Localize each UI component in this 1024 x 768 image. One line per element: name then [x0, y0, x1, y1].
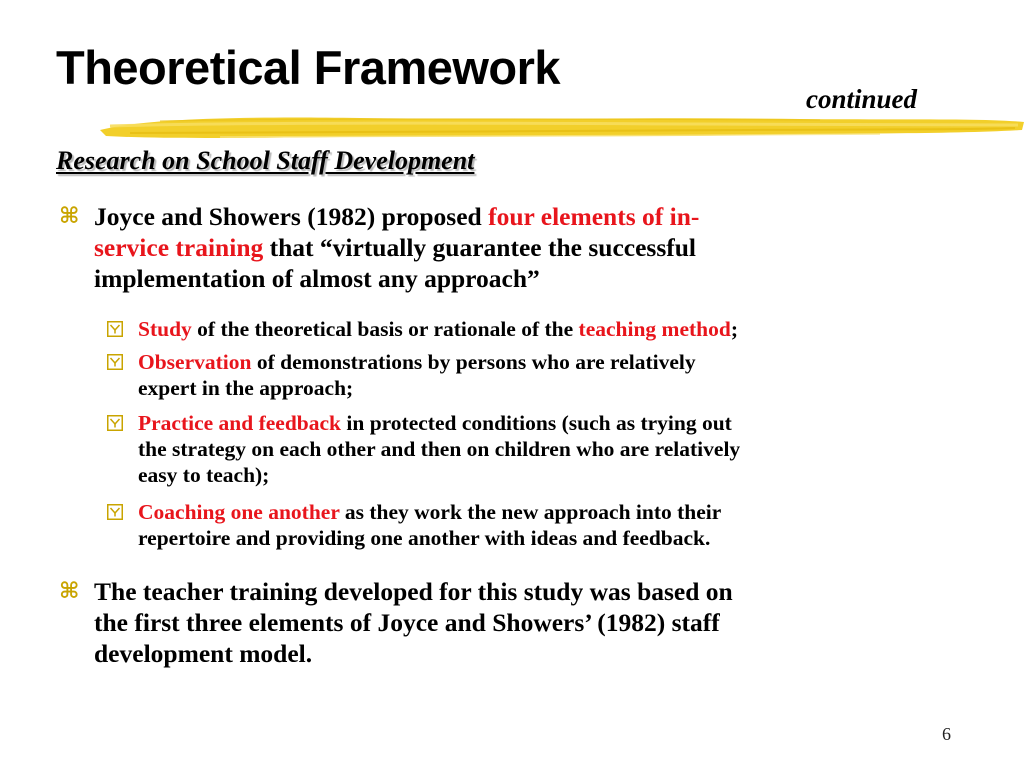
- bullet-line-2: the first three elements of Joyce and Showers’ (1982) staff: [94, 608, 720, 637]
- sub-bullet-text: in protected conditions (such as trying out: [341, 411, 732, 435]
- bullet-item-2: [59, 576, 994, 669]
- sub-bullet-line-1: [138, 316, 998, 342]
- sub-bullet-3: [138, 410, 998, 488]
- bullet-line-2: [94, 232, 994, 263]
- sub-bullet-line-2: expert in the approach;: [138, 376, 354, 400]
- sub-bullet-line-2: repertoire and providing one another with ideas and feedback.: [138, 526, 711, 550]
- bullet-line-3: development model.: [94, 639, 313, 668]
- sub-bullet-highlight: Practice and feedback: [138, 411, 342, 435]
- sub-bullet-text: of the theoretical basis or rationale of the: [191, 317, 579, 341]
- sub-bullet-text: of demonstrations by persons who are relatively: [251, 350, 696, 374]
- bullet-item-1: [59, 201, 994, 294]
- command-key-icon: ⌘: [59, 204, 80, 229]
- sub-bullet-highlight-2: teaching method: [578, 317, 731, 341]
- bullet-line-1: [94, 201, 994, 232]
- checkbox-check-icon: [107, 321, 123, 337]
- sub-bullet-line-1: [138, 499, 998, 525]
- sub-bullet-highlight: Observation: [138, 350, 252, 374]
- section-subtitle: Research on School Staff Development: [56, 146, 475, 175]
- sub-bullet-highlight: Coaching one another: [138, 500, 340, 524]
- page-number: 6: [942, 724, 951, 744]
- checkbox-check-icon: [107, 354, 123, 370]
- sub-bullet-4: [138, 499, 998, 551]
- bullet-text: that “virtually guarantee the successful: [263, 233, 697, 262]
- bullet-text: Joyce and Showers (1982) proposed: [94, 202, 489, 231]
- continued-label: continued: [806, 84, 918, 114]
- sub-bullet-line-1: [138, 410, 998, 436]
- bullet-highlight: four elements of in-: [488, 202, 700, 231]
- bullet-highlight: service training: [94, 233, 264, 262]
- bullet-line-3: implementation of almost any approach”: [94, 264, 540, 293]
- sub-bullet-highlight: Study: [138, 317, 192, 341]
- command-key-icon: ⌘: [59, 579, 80, 604]
- sub-bullet-line-3: easy to teach);: [138, 463, 270, 487]
- sub-bullet-line-1: [138, 349, 998, 375]
- sub-bullet-2: [138, 349, 998, 401]
- slide-title: Theoretical Framework: [56, 41, 561, 94]
- bullet-line-1: The teacher training developed for this study was based on: [94, 577, 733, 606]
- checkbox-check-icon: [107, 415, 123, 431]
- sub-bullet-text: as they work the new approach into their: [339, 500, 722, 524]
- sub-bullet-line-2: the strategy on each other and then on children who are relatively: [138, 437, 741, 461]
- sub-bullet-1: [138, 316, 998, 342]
- sub-bullet-text-end: ;: [730, 317, 739, 341]
- checkbox-check-icon: [107, 504, 123, 520]
